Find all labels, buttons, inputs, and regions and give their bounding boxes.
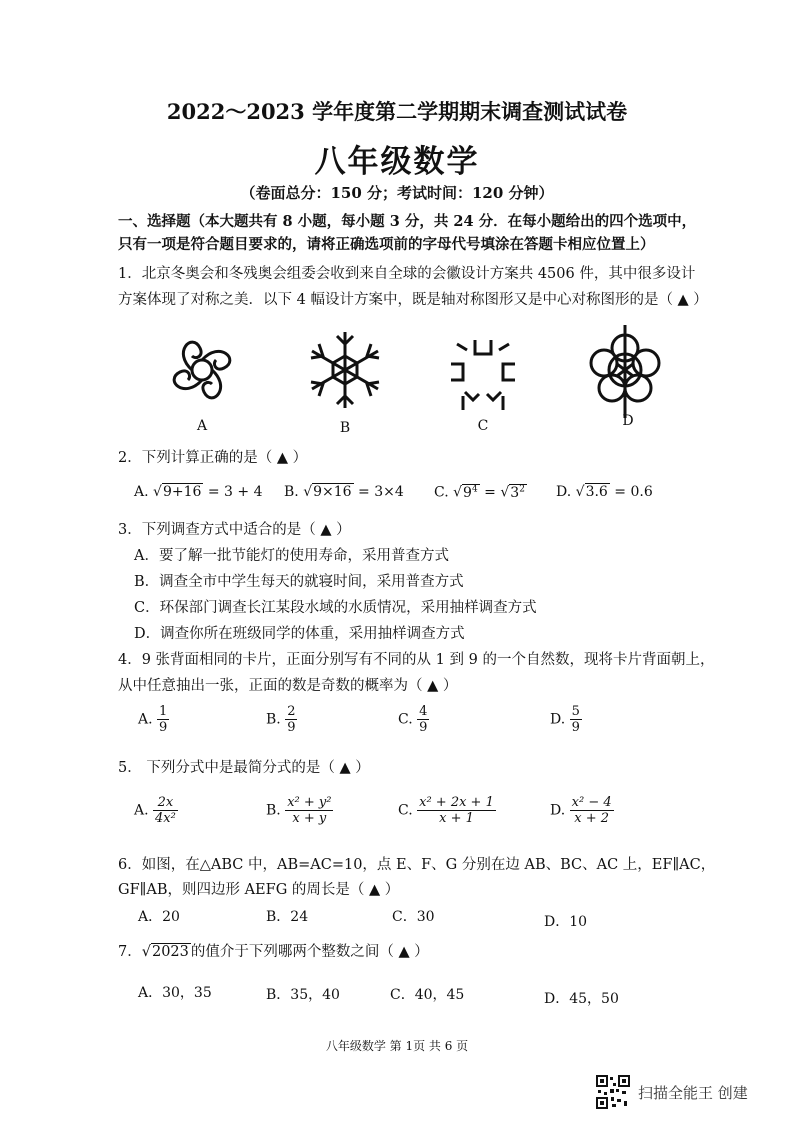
denominator: 9 bbox=[419, 720, 428, 735]
fraction bbox=[285, 704, 297, 735]
q4-option-a bbox=[138, 704, 169, 735]
q7-option-d: D．45，50 bbox=[544, 991, 619, 1007]
q4-option-c bbox=[398, 704, 429, 735]
fraction bbox=[417, 795, 496, 826]
q1-label-a: A bbox=[196, 418, 208, 434]
q2-d-rest: = 0.6 bbox=[614, 484, 653, 500]
q2-option-c bbox=[434, 484, 527, 501]
exam-info: （卷面总分：150 分；考试时间：120 分钟） bbox=[240, 184, 554, 202]
denominator: 4x² bbox=[155, 811, 176, 826]
q4-stem: 4．9 张背面相同的卡片，正面分别写有不同的从 1 到 9 的一个自然数，现将卡片背面朝上， bbox=[118, 652, 715, 668]
numerator: 5 bbox=[571, 704, 580, 719]
q1-figures bbox=[160, 325, 680, 420]
exponent: 2 bbox=[519, 484, 525, 494]
qr-code-icon bbox=[596, 1075, 630, 1109]
q2-option-a bbox=[134, 484, 262, 500]
numerator: 1 bbox=[159, 704, 168, 719]
q6-stem-cont: GF∥AB，则四边形 AEFG 的周长是（ ▲ ） bbox=[118, 882, 400, 898]
option-label: D. bbox=[550, 711, 566, 728]
numerator: 2x bbox=[157, 795, 174, 810]
fraction bbox=[157, 704, 169, 735]
fraction bbox=[570, 795, 614, 826]
q3-stem: 3．下列调查方式中适合的是（ ▲ ） bbox=[118, 522, 351, 538]
radicand: 9 bbox=[463, 484, 472, 501]
q6-stem: 6．如图，在△ABC 中，AB=AC=10，点 E、F、G 分别在边 AB、BC、AC 上，EF∥AC， bbox=[118, 857, 716, 873]
q1-label-b: B bbox=[339, 420, 351, 436]
q7-option-c: C．40，45 bbox=[390, 987, 465, 1003]
sqrt: √9+16 bbox=[153, 484, 202, 500]
sqrt: √2023 bbox=[141, 944, 189, 960]
q1-label-d: D bbox=[622, 413, 634, 429]
sqrt: $√3^2$ bbox=[500, 484, 525, 501]
q6-option-a: A．20 bbox=[138, 909, 180, 925]
denominator: x + 2 bbox=[570, 810, 614, 826]
q7-stem bbox=[118, 942, 429, 962]
q5-option-b bbox=[266, 795, 333, 826]
page-footer: 八年级数学 第 1页 共 6 页 bbox=[325, 1039, 469, 1053]
option-label: B. bbox=[266, 802, 281, 819]
option-label: A. bbox=[134, 802, 149, 819]
q7-prefix: 7． bbox=[118, 944, 142, 960]
figure-b-snowflake-icon bbox=[311, 332, 379, 408]
sqrt: √3.6 bbox=[575, 484, 608, 500]
q5-stem: 5． 下列分式中是最简分式的是（ ▲ ） bbox=[118, 760, 370, 776]
q5-option-d bbox=[550, 795, 614, 826]
fraction bbox=[570, 704, 582, 735]
figure-c-brackets-icon bbox=[451, 340, 515, 410]
option-label: C. bbox=[398, 802, 413, 819]
denominator: 9 bbox=[287, 720, 296, 735]
figure-a-swirl-icon bbox=[168, 336, 236, 404]
radicand: 9×16 bbox=[313, 484, 352, 500]
exam-title: 2022～2023 学年度第二学期期末调查测试试卷 bbox=[166, 99, 628, 124]
figure-d-flower-icon bbox=[591, 325, 659, 418]
q3-option-c: C．环保部门调查长江某段水域的水质情况，采用抽样调查方式 bbox=[134, 600, 537, 616]
q4-stem-cont: 从中任意抽出一张，正面的数是奇数的概率为（ ▲ ） bbox=[118, 678, 458, 694]
q3-option-d: D．调查你所在班级同学的体重，采用抽样调查方式 bbox=[134, 626, 465, 642]
denominator: x + 1 bbox=[417, 810, 496, 826]
radicand: 2023 bbox=[151, 944, 189, 960]
q4-option-d bbox=[550, 704, 582, 735]
equals: = bbox=[484, 484, 496, 501]
q2-option-d bbox=[556, 484, 653, 500]
option-label: C. bbox=[398, 711, 413, 728]
subject-title: 八年级数学 bbox=[314, 144, 480, 180]
q2-c-label: C. bbox=[434, 484, 449, 501]
radicand: 3 bbox=[510, 484, 520, 501]
q2-d-label: D. bbox=[556, 484, 572, 500]
option-label: A. bbox=[138, 711, 153, 728]
option-label: D. bbox=[550, 802, 566, 819]
numerator: x² − 4 bbox=[571, 795, 612, 810]
radicand: 3.6 bbox=[585, 484, 608, 500]
denominator: 9 bbox=[159, 720, 168, 735]
q6-option-d: D．10 bbox=[544, 914, 588, 930]
q1-label-c: C bbox=[477, 418, 489, 434]
q3-option-a: A．要了解一批节能灯的使用寿命，采用普查方式 bbox=[134, 548, 449, 564]
denominator: x + y bbox=[285, 810, 333, 826]
numerator: x² + y² bbox=[287, 795, 332, 810]
q2-stem: 2．下列计算正确的是（ ▲ ） bbox=[118, 450, 308, 466]
numerator: 4 bbox=[419, 704, 428, 719]
radicand: 9+16 bbox=[162, 484, 202, 500]
q2-a-label: A. bbox=[134, 484, 149, 500]
q1-stem: 1．北京冬奥会和冬残奥会组委会收到来自全球的会徽设计方案共 4506 件，其中很多设计 bbox=[118, 266, 696, 282]
q2-b-rest: = 3×4 bbox=[358, 484, 404, 500]
q5-option-a bbox=[134, 795, 178, 826]
section-heading: 一、选择题（本大题共有 8 小题，每小题 3 分，共 24 分．在每小题给出的四个选项中， bbox=[118, 213, 697, 230]
q7-option-b: B．35，40 bbox=[266, 987, 340, 1003]
sqrt: √9×16 bbox=[303, 484, 352, 500]
q5-option-c bbox=[398, 795, 496, 826]
q6-option-c: C．30 bbox=[392, 909, 435, 925]
numerator: 2 bbox=[287, 704, 296, 719]
q2-b-label: B. bbox=[284, 484, 299, 500]
numerator: x² + 2x + 1 bbox=[419, 795, 494, 810]
denominator: 9 bbox=[571, 720, 580, 735]
q4-option-b bbox=[266, 704, 297, 735]
fraction bbox=[153, 795, 178, 826]
q6-option-b: B．24 bbox=[266, 909, 309, 925]
q2-option-b bbox=[284, 484, 404, 500]
fraction bbox=[417, 704, 429, 735]
fraction bbox=[285, 795, 333, 826]
q7-option-a: A．30，35 bbox=[138, 985, 212, 1001]
q3-option-b: B．调查全市中学生每天的就寝时间，采用普查方式 bbox=[134, 574, 464, 590]
sqrt: $√9^4$ bbox=[453, 484, 478, 501]
scanner-watermark: 扫描全能王 创建 bbox=[638, 1084, 748, 1102]
q7-stem-rest: 的值介于下列哪两个整数之间（ ▲ ） bbox=[190, 944, 429, 960]
q2-a-rest: = 3 + 4 bbox=[207, 484, 263, 500]
section-heading-cont: 只有一项是符合题目要求的，请将正确选项前的字母代号填涂在答题卡相应位置上） bbox=[118, 236, 655, 253]
option-label: B. bbox=[266, 711, 281, 728]
q1-stem-cont: 方案体现了对称之美．以下 4 幅设计方案中，既是轴对称图形又是中心对称图形的是（ ▲ ） bbox=[118, 292, 708, 308]
exponent: 4 bbox=[471, 484, 478, 494]
